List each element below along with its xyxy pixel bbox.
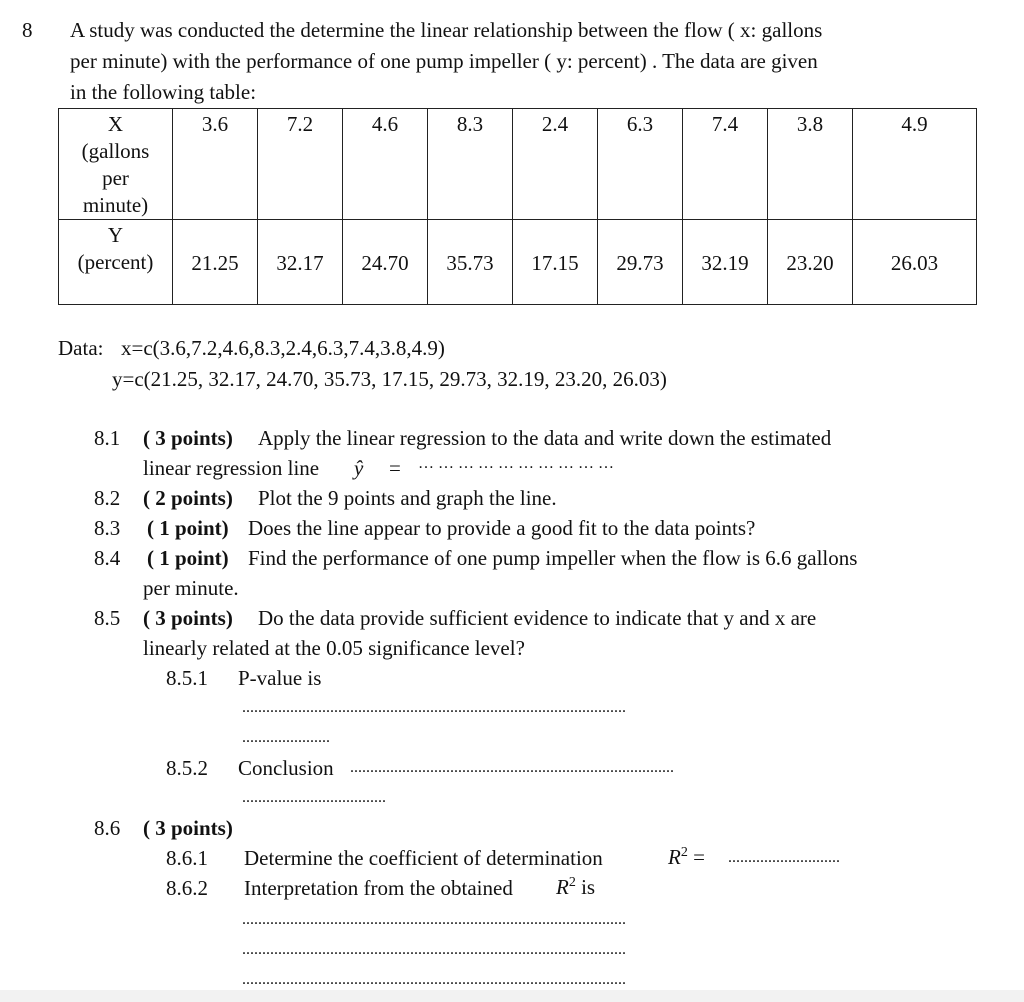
item-points: ( 3 points) (143, 816, 233, 840)
x-value-cell: 8.3 (428, 109, 513, 220)
item-number: 8.4 (94, 546, 121, 570)
answer-blank: ...................... (242, 729, 330, 746)
equals-sign: = (389, 456, 401, 480)
question-intro-line-2: per minute) with the performance of one pump impeller ( y: percent) . The data are given (70, 49, 818, 73)
squared-superscript: 2 (568, 875, 576, 890)
x-value-cell: 6.3 (598, 109, 683, 220)
bottom-edge (0, 990, 1024, 1002)
answer-blank: ................................................................................................ (242, 971, 626, 988)
answer-blank: ................................................................................. (350, 759, 674, 776)
item-number: 8.2 (94, 486, 121, 510)
equals-sign: = (687, 845, 705, 869)
x-value-cell: 4.6 (343, 109, 428, 220)
x-header-line: (gallons (81, 139, 150, 163)
x-value-cell: 2.4 (513, 109, 598, 220)
subitem-number: 8.6.2 (166, 876, 208, 900)
item-points: ( 1 point) (147, 516, 229, 540)
data-label: Data: (58, 336, 104, 360)
r-symbol: R (556, 875, 569, 899)
item-text: Find the performance of one pump impeller when the flow is 6.6 gallons (248, 546, 858, 570)
x-header-line: minute) (82, 193, 149, 217)
y-value-cell: 21.25 (173, 220, 258, 305)
x-value-cell: 4.9 (853, 109, 977, 220)
y-header-cell (59, 220, 173, 305)
question-intro-line-3: in the following table: (70, 80, 257, 104)
answer-blank: ................................................................................................ (242, 911, 626, 928)
item-points: ( 3 points) (143, 606, 233, 630)
subitem-number: 8.6.1 (166, 846, 208, 870)
y-header-line: (percent) (77, 250, 154, 274)
subitem-text: Conclusion (238, 756, 334, 780)
question-number: 8 (22, 18, 33, 42)
item-points: ( 3 points) (143, 426, 233, 450)
subitem-number: 8.5.1 (166, 666, 208, 690)
x-header-cell (59, 109, 173, 220)
subitem-text: Interpretation from the obtained (244, 876, 513, 900)
data-table (58, 108, 977, 305)
data-x-line: x=c(3.6,7.2,4.6,8.3,2.4,6.3,7.4,3.8,4.9) (121, 336, 445, 360)
y-header-line: Y (107, 223, 124, 247)
y-value-cell: 23.20 (768, 220, 853, 305)
data-y-line: y=c(21.25, 32.17, 24.70, 35.73, 17.15, 29.73, 32.19, 23.20, 26.03) (112, 367, 667, 391)
item-number: 8.6 (94, 816, 121, 840)
y-row (59, 220, 977, 305)
y-value-cell: 32.17 (258, 220, 343, 305)
r-symbol: R (668, 845, 681, 869)
x-header-line: per (102, 166, 129, 190)
x-value-cell: 7.2 (258, 109, 343, 220)
y-value-cell: 24.70 (343, 220, 428, 305)
yhat-symbol: ŷ (354, 456, 364, 480)
answer-blank: ................................................................................................ (242, 699, 626, 716)
x-value-cell: 7.4 (683, 109, 768, 220)
x-value-cell: 3.8 (768, 109, 853, 220)
item-text: Does the line appear to provide a good fit to the data points? (248, 516, 756, 540)
subitem-number: 8.5.2 (166, 756, 208, 780)
subitem-text: P-value is (238, 666, 322, 690)
item-number: 8.1 (94, 426, 121, 450)
y-value-cell: 17.15 (513, 220, 598, 305)
r-squared-symbol (556, 876, 595, 898)
y-value-cell: 29.73 (598, 220, 683, 305)
y-value-cell: 26.03 (853, 220, 977, 305)
x-value-cell: 3.6 (173, 109, 258, 220)
x-header-line: X (107, 112, 124, 136)
item-text: Do the data provide sufficient evidence to indicate that y and x are (258, 606, 817, 630)
item-points: ( 1 point) (147, 546, 229, 570)
r-squared-symbol (668, 846, 705, 868)
subitem-text: Determine the coefficient of determination (244, 846, 603, 870)
x-row (59, 109, 977, 220)
answer-blank: ................................................................................................ (242, 941, 626, 958)
item-text: linearly related at the 0.05 significance level? (143, 636, 525, 660)
item-points: ( 2 points) (143, 486, 233, 510)
item-text: per minute. (143, 576, 239, 600)
y-value-cell: 35.73 (428, 220, 513, 305)
squared-superscript: 2 (680, 845, 688, 860)
item-text: Plot the 9 points and graph the line. (258, 486, 557, 510)
item-number: 8.5 (94, 606, 121, 630)
is-word: is (575, 875, 596, 899)
item-number: 8.3 (94, 516, 121, 540)
y-value-cell: 32.19 (683, 220, 768, 305)
question-intro-line-1: A study was conducted the determine the linear relationship between the flow ( x: gallons (70, 18, 823, 42)
item-text: Apply the linear regression to the data and write down the estimated (258, 426, 832, 450)
answer-blank: … … … … … … … … … … (418, 455, 614, 472)
answer-blank: .................................... (242, 789, 386, 806)
item-text: linear regression line (143, 456, 320, 480)
answer-blank: ............................ (728, 849, 840, 866)
